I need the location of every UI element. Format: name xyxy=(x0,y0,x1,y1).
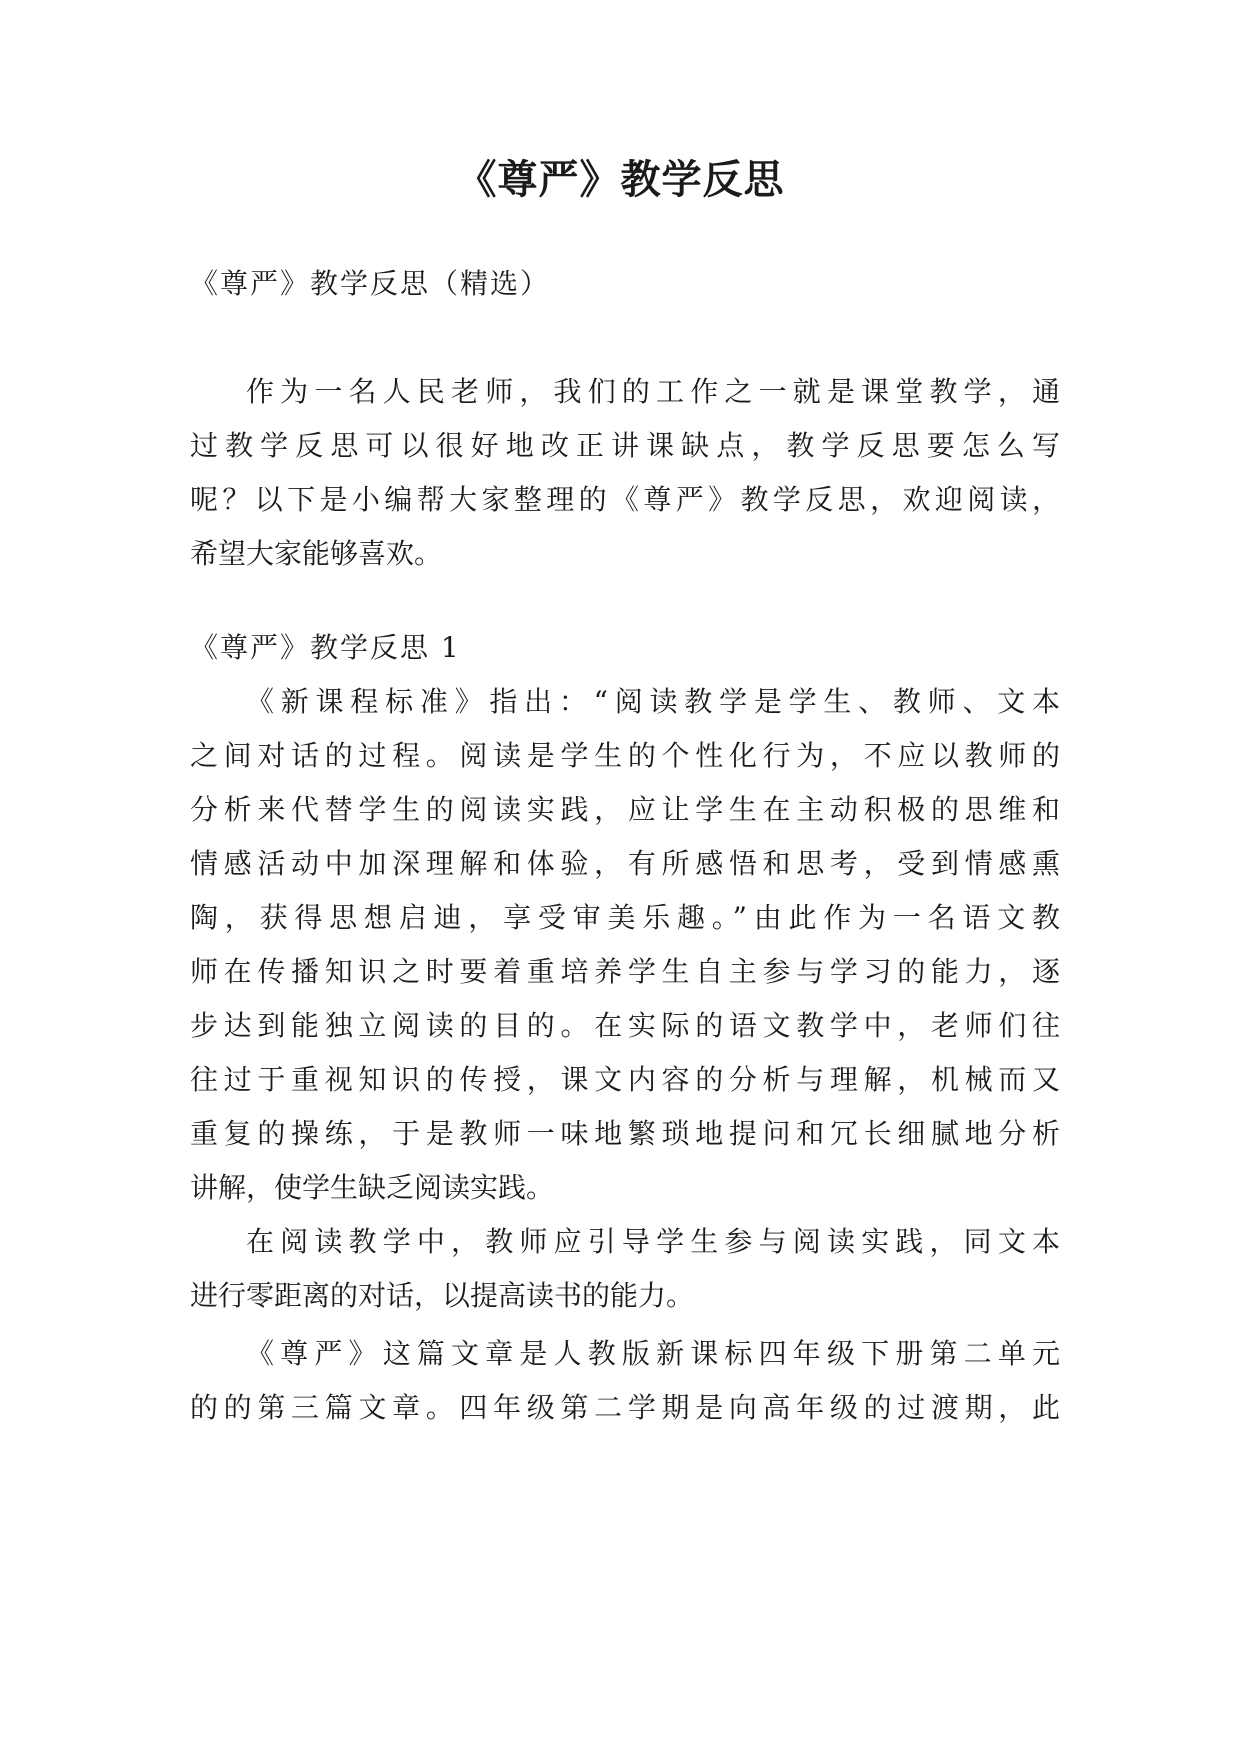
intro-line-1: 作为一名人民老师，我们的工作之一就是课堂教学，通 xyxy=(246,375,1060,408)
para1-line-2: 之间对话的过程。阅读是学生的个性化行为，不应以教师的 xyxy=(190,739,1060,772)
para2-line-2: 进行零距离的对话，以提高读书的能力。 xyxy=(190,1279,695,1312)
document-title: 《尊严》教学反思 xyxy=(456,157,785,203)
para1-line-7: 步达到能独立阅读的目的。在实际的语文教学中，老师们往 xyxy=(190,1009,1060,1042)
para2-line-1: 在阅读教学中，教师应引导学生参与阅读实践，同文本 xyxy=(246,1225,1060,1258)
para1-line-8: 往过于重视知识的传授，课文内容的分析与理解，机械而又 xyxy=(190,1063,1060,1096)
para3-line-2: 的的第三篇文章。四年级第二学期是向高年级的过渡期，此 xyxy=(190,1391,1060,1424)
document-subtitle: 《尊严》教学反思（精选） xyxy=(190,267,551,300)
para1-line-10: 讲解，使学生缺乏阅读实践。 xyxy=(190,1171,555,1204)
para1-line-4: 情感活动中加深理解和体验，有所感悟和思考，受到情感熏 xyxy=(190,847,1060,880)
intro-line-4: 希望大家能够喜欢。 xyxy=(190,537,443,570)
para1-line-6: 师在传播知识之时要着重培养学生自主参与学习的能力，逐 xyxy=(190,955,1060,988)
para1-line-9: 重复的操练，于是教师一味地繁琐地提问和冗长细腻地分析 xyxy=(190,1117,1060,1150)
para3-line-1: 《尊严》这篇文章是人教版新课标四年级下册第二单元 xyxy=(246,1337,1060,1370)
para1-line-5: 陶，获得思想启迪，享受审美乐趣。”由此作为一名语文教 xyxy=(190,901,1060,934)
para1-line-1: 《新课程标准》指出：“阅读教学是学生、教师、文本 xyxy=(246,685,1060,718)
intro-line-2: 过教学反思可以很好地改正讲课缺点，教学反思要怎么写 xyxy=(190,429,1060,462)
para1-line-3: 分析来代替学生的阅读实践，应让学生在主动积极的思维和 xyxy=(190,793,1060,826)
section-heading: 《尊严》教学反思 1 xyxy=(190,631,461,664)
intro-line-3: 呢？以下是小编帮大家整理的《尊严》教学反思，欢迎阅读， xyxy=(190,483,1060,516)
